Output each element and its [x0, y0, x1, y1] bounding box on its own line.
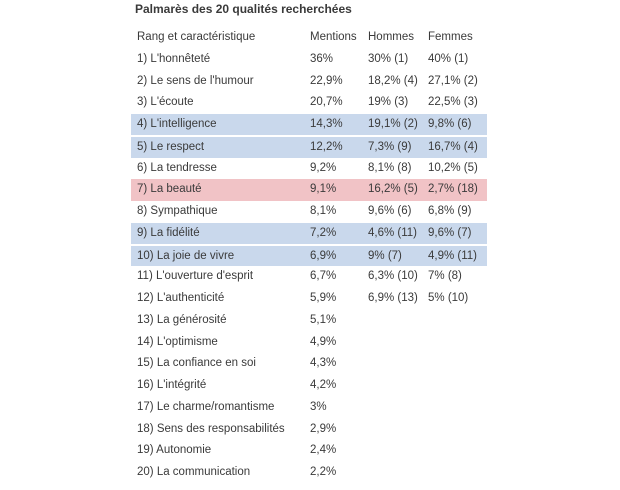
table-row — [131, 179, 487, 201]
cell-mentions: 9,1% — [310, 183, 337, 196]
cell-hommes: 9,6% (6) — [368, 205, 412, 217]
table-row — [131, 136, 487, 158]
cell-femmes: 7% (8) — [428, 270, 462, 283]
cell-rank: 14) L'optimisme — [137, 335, 218, 348]
cell-femmes: 16,7% (4) — [428, 140, 478, 153]
cell-mentions: 2,4% — [310, 444, 337, 457]
table-row — [131, 114, 487, 136]
cell-mentions: 4,9% — [310, 335, 337, 348]
cell-mentions: 2,2% — [310, 466, 337, 478]
cell-hommes: 30% (1) — [368, 52, 409, 65]
cell-mentions: 9,2% — [310, 161, 337, 174]
table-row — [131, 223, 487, 245]
cell-femmes: 9,6% (7) — [428, 226, 472, 239]
cell-mentions: 5,1% — [310, 313, 337, 326]
table-row — [131, 332, 487, 354]
cell-mentions: 8,1% — [310, 205, 337, 217]
cell-mentions: 14,3% — [310, 118, 343, 130]
table-row — [131, 71, 487, 93]
cell-rank: 17) Le charme/romantisme — [137, 400, 275, 413]
table-row — [131, 288, 487, 310]
cell-rank: 19) Autonomie — [137, 444, 212, 457]
cell-hommes: 8,1% (8) — [368, 161, 412, 174]
cell-mentions: 2,9% — [310, 422, 337, 435]
table-row — [131, 397, 487, 419]
cell-mentions: 4,3% — [310, 357, 337, 370]
cell-femmes: 4,9% (11) — [428, 249, 478, 262]
cell-hommes: 6,9% (13) — [368, 292, 418, 304]
cell-rank: 6) La tendresse — [137, 161, 217, 174]
header-rank: Rang et caractéristique — [137, 31, 256, 43]
cell-rank: 15) La confiance en soi — [137, 357, 256, 370]
table-header-row — [131, 27, 487, 49]
cell-rank: 10) La joie de vivre — [137, 249, 235, 262]
cell-mentions: 20,7% — [310, 96, 343, 109]
page-title: Palmarès des 20 qualités recherchées — [135, 2, 352, 16]
cell-rank: 2) Le sens de l'humour — [137, 74, 254, 87]
cell-rank: 11) L'ouverture d'esprit — [137, 270, 254, 283]
table-body — [131, 49, 487, 484]
cell-rank: 9) La fidélité — [137, 226, 200, 239]
table-row — [131, 201, 487, 223]
cell-mentions: 5,9% — [310, 292, 337, 304]
cell-mentions: 3% — [310, 400, 327, 413]
table-row — [131, 419, 487, 441]
cell-femmes: 2,7% (18) — [428, 183, 478, 196]
header-hommes: Hommes — [368, 31, 415, 43]
cell-mentions: 22,9% — [310, 74, 343, 87]
cell-rank: 13) La générosité — [137, 313, 227, 326]
cell-femmes: 9,8% (6) — [428, 118, 472, 130]
cell-rank: 20) La communication — [137, 466, 251, 478]
cell-mentions: 36% — [310, 52, 334, 65]
cell-rank: 8) Sympathique — [137, 205, 218, 217]
cell-rank: 7) La beauté — [137, 183, 202, 196]
table-row — [131, 245, 487, 267]
table-row — [131, 266, 487, 288]
table-row — [131, 92, 487, 114]
header-mentions: Mentions — [310, 31, 357, 43]
cell-mentions: 12,2% — [310, 140, 343, 153]
cell-hommes: 18,2% (4) — [368, 74, 418, 87]
cell-rank: 4) L'intelligence — [137, 118, 217, 130]
cell-femmes: 27,1% (2) — [428, 74, 478, 87]
cell-rank: 16) L'intégrité — [137, 379, 207, 391]
cell-mentions: 4,2% — [310, 379, 337, 391]
table-row — [131, 158, 487, 180]
cell-femmes: 10,2% (5) — [428, 161, 478, 174]
table-row — [131, 462, 487, 484]
cell-hommes: 19% (3) — [368, 96, 409, 109]
table-row — [131, 49, 487, 71]
cell-mentions: 6,7% — [310, 270, 337, 283]
cell-hommes: 16,2% (5) — [368, 183, 418, 196]
cell-rank: 3) L'écoute — [137, 96, 194, 109]
cell-femmes: 5% (10) — [428, 292, 469, 304]
cell-rank: 18) Sens des responsabilités — [137, 422, 285, 435]
cell-mentions: 6,9% — [310, 249, 337, 262]
header-femmes: Femmes — [428, 31, 473, 43]
cell-femmes: 6,8% (9) — [428, 205, 472, 217]
table-row — [131, 375, 487, 397]
table-row — [131, 440, 487, 462]
table-row — [131, 310, 487, 332]
qualities-table — [131, 27, 487, 484]
cell-femmes: 40% (1) — [428, 52, 469, 65]
table-row — [131, 353, 487, 375]
cell-rank: 1) L'honnêteté — [137, 52, 211, 65]
cell-femmes: 22,5% (3) — [428, 96, 478, 109]
cell-hommes: 9% (7) — [368, 249, 402, 262]
cell-hommes: 7,3% (9) — [368, 140, 412, 153]
cell-rank: 12) L'authenticité — [137, 292, 225, 304]
cell-mentions: 7,2% — [310, 226, 337, 239]
cell-hommes: 6,3% (10) — [368, 270, 418, 283]
cell-hommes: 4,6% (11) — [368, 226, 418, 239]
cell-rank: 5) Le respect — [137, 140, 205, 153]
cell-hommes: 19,1% (2) — [368, 118, 418, 130]
